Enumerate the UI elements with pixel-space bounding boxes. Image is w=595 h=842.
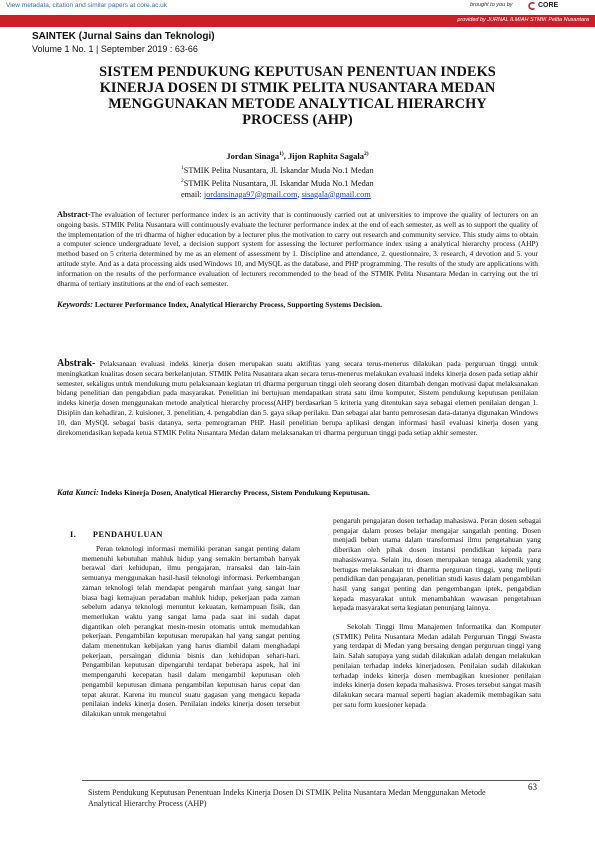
body-paragraph: pengaruh pengajaran dosen terhadap mahasiswa. Peran dosen sebagai pengajar dalam proses belajar mengajar sangatlah penting. Dosen menjadi beban utama dalam transformasi ilmu pengetahuan yang diberikan oleh pihak dosen instansi pendidikan kepada para mahasiswanya. Selain itu, dosen merupakan tenaga akademik yang bertugas melaksanakan tri dharma perguruan tinggi, yang meliputi pendidikan dan pengajaran, penelitian studi kasus dalam pengambilan hasil yang sangat penting dan pengembangan iptek, pengabdian kepada masyarakat untuk menambahkan wawasan pengetahuan kepada masyarakat serta kegiatan penunjang lainnya. (333, 516, 541, 613)
journal-name: SAINTEK (Jurnal Sains dan Teknologi) (32, 31, 215, 42)
kata-kunci-text: Indeks Kinerja Dosen, Analytical Hierarchy Process, Sistem Pendukung Keputusan. (100, 488, 370, 497)
core-logo-text: CORE (538, 2, 559, 9)
email-link[interactable]: sisagala@gmail.com (301, 189, 371, 199)
abstract-english (57, 210, 538, 288)
body-paragraph: Sekolah Tinggi Ilmu Manajemen Informatika dan Komputer (STMIK) Pelita Nusantara Medan adalah Perguruan Tinggi Swasta yang terdapat di Medan yang bersaing dengan perguruan tinggi yang lain. Salah satupaya yang sudah dilakukan adalah dengan melakukan penilaian terhadap indeks kinerjadosen. Penilaian sudah dilakukan terhadap indeks kinerja dosen membagikan kuesioner penilaian indeks kinerja dosen kepada mahasiswa. Proses tersebut sangat masih dilakukan secara manual seperti bagian akademik membagikan satu per satu form kuesioner kepada (333, 622, 541, 709)
author-list (40, 151, 555, 161)
section-heading (70, 530, 163, 539)
core-logo-icon (528, 2, 536, 10)
footer-divider (82, 780, 540, 781)
kata-kunci-label: Kata Kunci: (57, 488, 99, 497)
email-line: email: jordansinaga97@gmail.com, sisagala@gmail.com (181, 189, 371, 199)
column-left (82, 544, 300, 719)
author-superscript: 2) (363, 151, 369, 158)
keywords-english (57, 296, 538, 313)
journal-volume: Volume 1 No. 1 | September 2019 : 63-66 (32, 44, 198, 54)
abstract-indonesian (57, 359, 538, 437)
body-paragraph: Peran teknologi informasi memiliki peranan sangat penting dalam memenuhi kebutuhan mahluk hidup yang semakin bertambah banyak berawal dari kehidupan, ilmu pengajaran, transaksi dan lain-lain semuanya menggunakan hasil-hasil teknologi informasi. Perkembangan zaman teknologi telah mendapat pengaruh manfaat yang sangat luar biasa bagi kemajuan peradaban mahluk hidup, pekerjaan pada zaman sebelum adanya teknologi menuntut kekuatan, kemampuan fisik, dan memerlukan waktu yang sangat lama pada saat ini sudah dapat digantikan oleh perangkat mesin-mesin otomatis untuk memudahkan pekerjaan. Pengambilan keputusan merupakan hal yang sangat penting dalam menentukan kebijakan yang harus diambil dalam menghadapi pekerjaan, persaingan didunia bisnis dan kehidupan sehari-hari. Pengambilan keputusan dipengaruhi terdapat beberapa aspek, hal ini mempengaruhi kecepatan hasil dalam mengambil keputusan oleh pengambil keputusan dimana pengambilan keputusan harus cepat dan tepat akurat. Karena itu muncul suatu gagasan yang mengacu kepada penilaian indeks kinerja dosen. Penilaian indeks kinerja dosen tersebut dilakukan untuk mengetahui (82, 544, 300, 718)
section-number: I. (70, 530, 77, 539)
abstrak-label: Abstrak- (57, 358, 96, 369)
paper-title (40, 64, 555, 128)
keywords-text: Lecturer Performance Index, Analytical Hierarchy Process, Supporting Systems Decision. (94, 300, 382, 309)
affiliation-1: $^1$STMIK Pelita Nusantara, Jl. Iskandar Muda No.1 Medan (181, 165, 374, 175)
email-link[interactable]: jordansinaga97@gmail.com (203, 189, 298, 199)
title-line: SISTEM PENDUKUNG KEPUTUSAN PENENTUAN INDEKS (99, 64, 496, 80)
footer-running-title: Sistem Pendukung Keputusan Penentuan Indeks Kinerja Dosen Di STMIK Pelita Nusantara Medan Menggunakan Metode Analytical Hierarchy Process (AHP) (88, 788, 486, 808)
title-line: MENGGUNAKAN METODE ANALYTICAL HIERARCHY (108, 96, 487, 112)
keywords-indonesian (57, 482, 538, 503)
abstract-label: Abstract- (57, 210, 91, 219)
affiliations (181, 163, 501, 200)
core-logo[interactable] (528, 0, 588, 11)
author-name: , Jijon Raphita Sagala (283, 151, 364, 161)
title-line: PROCESS (AHP) (242, 112, 353, 128)
title-line: KINERJA DOSEN DI STMIK PELITA NUSANTARA MEDAN (99, 80, 496, 96)
core-brought-text: brought to you by (470, 2, 513, 8)
provided-by-text: provided by JURNAL ILMIAH STMIK Pelita Nusantara (457, 17, 589, 23)
affiliation-2: $^2$STMIK Pelita Nusantara, Jl. Iskandar Muda No.1 Medan (181, 177, 374, 188)
keywords-label: Keywords: (57, 300, 93, 309)
author-name: Jordan Sinaga (226, 151, 280, 161)
abstract-text: The evaluation of lecturer performance index is an activity that is continuously carried out at universities to improve the quality of lecturers on an ongoing basis. STMIK Pelita Nusantara will continuously evaluate the lecturer performance index at the end of each semester, as well as to support the quality of the implementation of the tri dharma of higher education by a lecturer plus the motivation to carry out research and community service. This study aims to obtain a computer science undergraduate level, a decision support system for assessing the lecturer performance index using a analytical hierarchy process (AHP) method based on 5 criteria determined by me as an element of assessment by 1. Discipline and attendance, 2. questionnaire, 3. research, 4 devotion and 5. your attitude style. And as a data processing aids used Windows 10, and MySQL as the database, and PHP programming. The results of the study are applications with information on the results of the performance evaluation of lecturers recommended to the head of the STMIK Pelita Nusantara Medan in carrying out the tri dharma of tertiary institutions at the end of each semester. (57, 210, 538, 288)
email-label: email: (181, 189, 204, 199)
section-title: PENDAHULUAN (92, 530, 163, 539)
author-superscript: 1) (279, 151, 284, 158)
abstrak-text: Pelaksanaan evaluasi indeks kinerja dosen merupakan suatu aktifitas yang secara terus-menerus dilakukan pada perguruan tinggi untuk meningkatkan kualitas dosen secara berkelanjutan. STMIK Pelita Nusantara akan secara terus-menerus melakukan evaluasi indeks kinerja dosen pada setiap akhir semester, sekaligus untuk mendukung mutu pelaksanaan kegiatan tri dharma perguruan tinggi oleh seorang dosen ditambah dengan motivasi dapat melaksanakan bidang penelitian dan pengabdian pada masyarakat. Penelitian ini bertujuan mendapatkan strata satu ilmu komputer, Sistem pendukung keputusan penilaian indeks kinerja dosen menggunakan metode analytical hierarchy process(AHP) berdasarkan 5 kriteria yang ditentukan saya sebagai elemen penilaian dengan 1. Disiplin dan kehadiran, 2. kuisioner, 3. penelitian, 4. pengabdian dan 5. gaya sikap perilaku. Dan sebagai alat bantu pemrosesan data-datanya digunakan Windows 10, dan MySQL sebagai basis datanya, serta pemrograman PHP. Hasil penelitian berupa aplikasi dengan informasi hasil evaluasi kinerja dosen yang direkomendasikan kepada ketua STMIK Pelita Nusantara Medan dalam melaksanakan tri dharma perguruan tinggi pada setiap akhir semester. (57, 359, 538, 437)
core-metadata-link[interactable]: View metadata, citation and similar papers at core.ac.uk (6, 2, 168, 9)
page-number: 63 (528, 782, 537, 792)
column-right (333, 516, 541, 709)
